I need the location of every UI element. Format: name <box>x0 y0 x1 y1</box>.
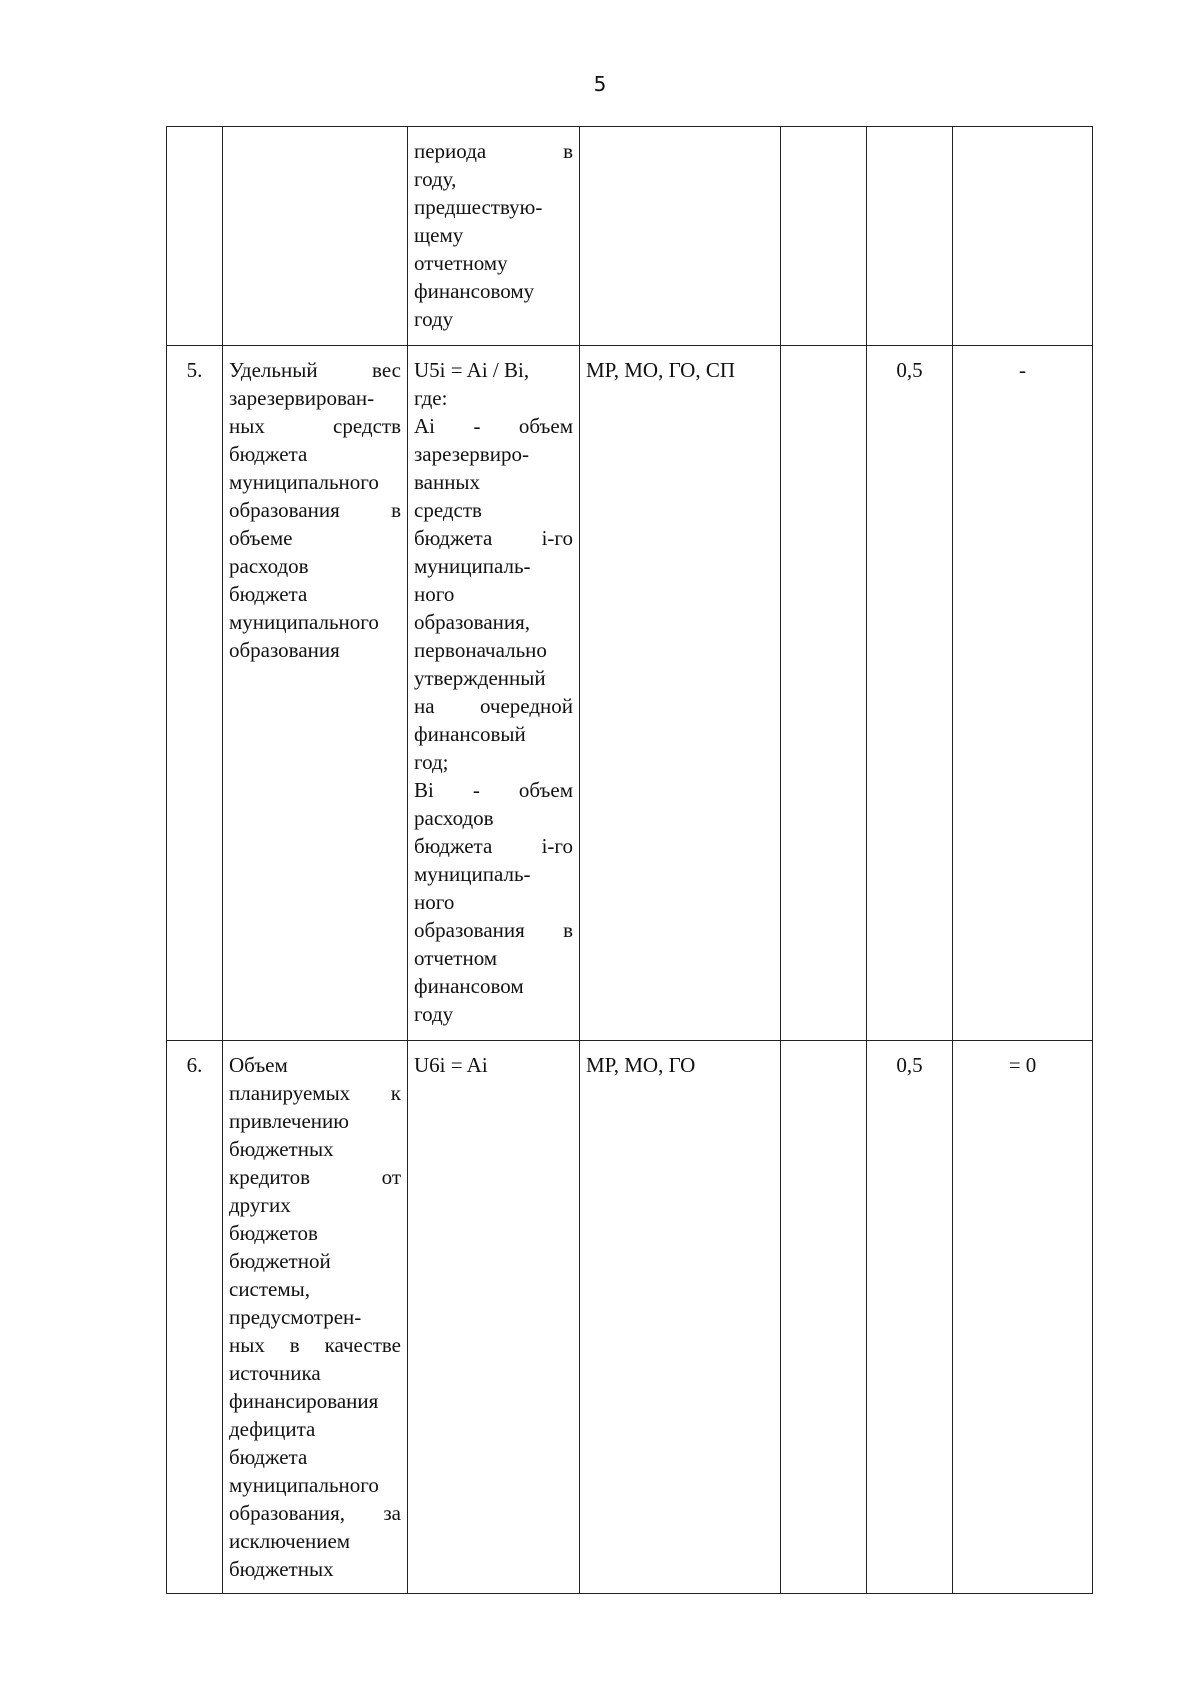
cell-text-line: других <box>229 1193 291 1217</box>
cell-text-line: бюджета <box>229 1445 308 1469</box>
page-number: 5 <box>593 72 607 96</box>
cell-text-line: Объем <box>229 1053 288 1077</box>
indicator-name-cell <box>223 346 408 1041</box>
cell-text-line: первоначально <box>414 638 547 662</box>
cell-text-line: зарезервирован- <box>229 386 375 410</box>
cell-text-line: бюджетных <box>229 1557 334 1581</box>
cell-text-line: финансовому <box>414 279 535 303</box>
scope-cell: МР, МО, ГО, СП <box>580 346 781 1041</box>
formula-cell <box>408 127 580 346</box>
weight-cell: 0,5 <box>867 346 953 1041</box>
cell-text-line: U5i = Ai / Bi, <box>414 358 530 382</box>
weight-cell: 0,5 <box>867 1041 953 1594</box>
cell-text-line: объеме <box>229 526 293 550</box>
scope-cell: МР, МО, ГО <box>580 1041 781 1594</box>
cell-text-line: бюджета <box>229 582 308 606</box>
row-number-cell: 5. <box>167 346 223 1041</box>
empty-cell <box>781 346 867 1041</box>
table-row <box>167 1041 1093 1594</box>
cell-text-line: образования, за <box>229 1501 401 1525</box>
cell-text-line: финансирования <box>229 1389 379 1413</box>
cell-text-line: предшествую- <box>414 195 543 219</box>
cell-text-line: бюджета <box>229 442 308 466</box>
row-number-cell <box>167 127 223 346</box>
empty-cell <box>781 127 867 346</box>
condition-cell <box>953 127 1093 346</box>
empty-cell <box>781 1041 867 1594</box>
indicator-name-cell <box>223 1041 408 1594</box>
cell-text-line: U6i = Ai <box>414 1053 488 1077</box>
cell-text-line: ных средств <box>229 414 401 438</box>
cell-text-line: образования в <box>414 918 573 942</box>
cell-text-line: бюджета i-го <box>414 526 573 550</box>
cell-text-line: утвержденный <box>414 666 546 690</box>
cell-text-line: отчетному <box>414 251 508 275</box>
cell-text-line: планируемых к <box>229 1081 401 1105</box>
cell-text-line: муниципаль- <box>414 554 531 578</box>
cell-text-line: где: <box>414 386 448 410</box>
cell-text-line: на очередной <box>414 694 573 718</box>
cell-text-line: Ai - объем <box>414 414 573 438</box>
cell-text-line: ванных <box>414 470 481 494</box>
indicator-name-cell <box>223 127 408 346</box>
cell-text-line: дефицита <box>229 1417 316 1441</box>
weight-cell <box>867 127 953 346</box>
cell-text-line: муниципального <box>229 610 379 634</box>
cell-text-line: год; <box>414 750 449 774</box>
criteria-table <box>166 126 1093 1594</box>
table-row <box>167 127 1093 346</box>
cell-text-line: отчетном <box>414 946 498 970</box>
cell-text-line: средств <box>414 498 482 522</box>
cell-text-line: системы, <box>229 1277 311 1301</box>
cell-text-line: предусмотрен- <box>229 1305 362 1329</box>
cell-text-line: образования в <box>229 498 401 522</box>
cell-text-line: кредитов от <box>229 1165 401 1189</box>
row-number-cell: 6. <box>167 1041 223 1594</box>
table-row <box>167 346 1093 1041</box>
cell-text-line: муниципального <box>229 470 379 494</box>
cell-text-line: финансовом <box>414 974 524 998</box>
cell-text-line: привлечению <box>229 1109 349 1133</box>
cell-text-line: Удельный вес <box>229 358 401 382</box>
cell-text-line: бюджета i-го <box>414 834 573 858</box>
condition-cell: = 0 <box>953 1041 1093 1594</box>
formula-cell <box>408 1041 580 1594</box>
cell-text-line: образования, <box>414 610 531 634</box>
cell-text-line: муниципаль- <box>414 862 531 886</box>
cell-text-line: году <box>414 307 454 331</box>
cell-text-line: исключением <box>229 1529 351 1553</box>
cell-text-line: ных в качестве <box>229 1333 401 1357</box>
cell-text-line: бюджетной <box>229 1249 331 1273</box>
cell-text-line: ного <box>414 582 455 606</box>
cell-text-line: муниципального <box>229 1473 379 1497</box>
cell-text-line: ного <box>414 890 455 914</box>
cell-text-line: году, <box>414 167 457 191</box>
cell-text-line: источника <box>229 1361 321 1385</box>
cell-text-line: бюджетных <box>229 1137 334 1161</box>
cell-text-line: щему <box>414 223 464 247</box>
condition-cell: - <box>953 346 1093 1041</box>
cell-text-line: расходов <box>414 806 494 830</box>
cell-text-line: финансовый <box>414 722 526 746</box>
cell-text-line: году <box>414 1002 454 1026</box>
formula-cell <box>408 346 580 1041</box>
scope-cell <box>580 127 781 346</box>
cell-text-line: зарезервиро- <box>414 442 529 466</box>
cell-text-line: бюджетов <box>229 1221 318 1245</box>
cell-text-line: периода в <box>414 139 573 163</box>
cell-text-line: образования <box>229 638 340 662</box>
cell-text-line: Bi - объем <box>414 778 573 802</box>
cell-text-line: расходов <box>229 554 309 578</box>
